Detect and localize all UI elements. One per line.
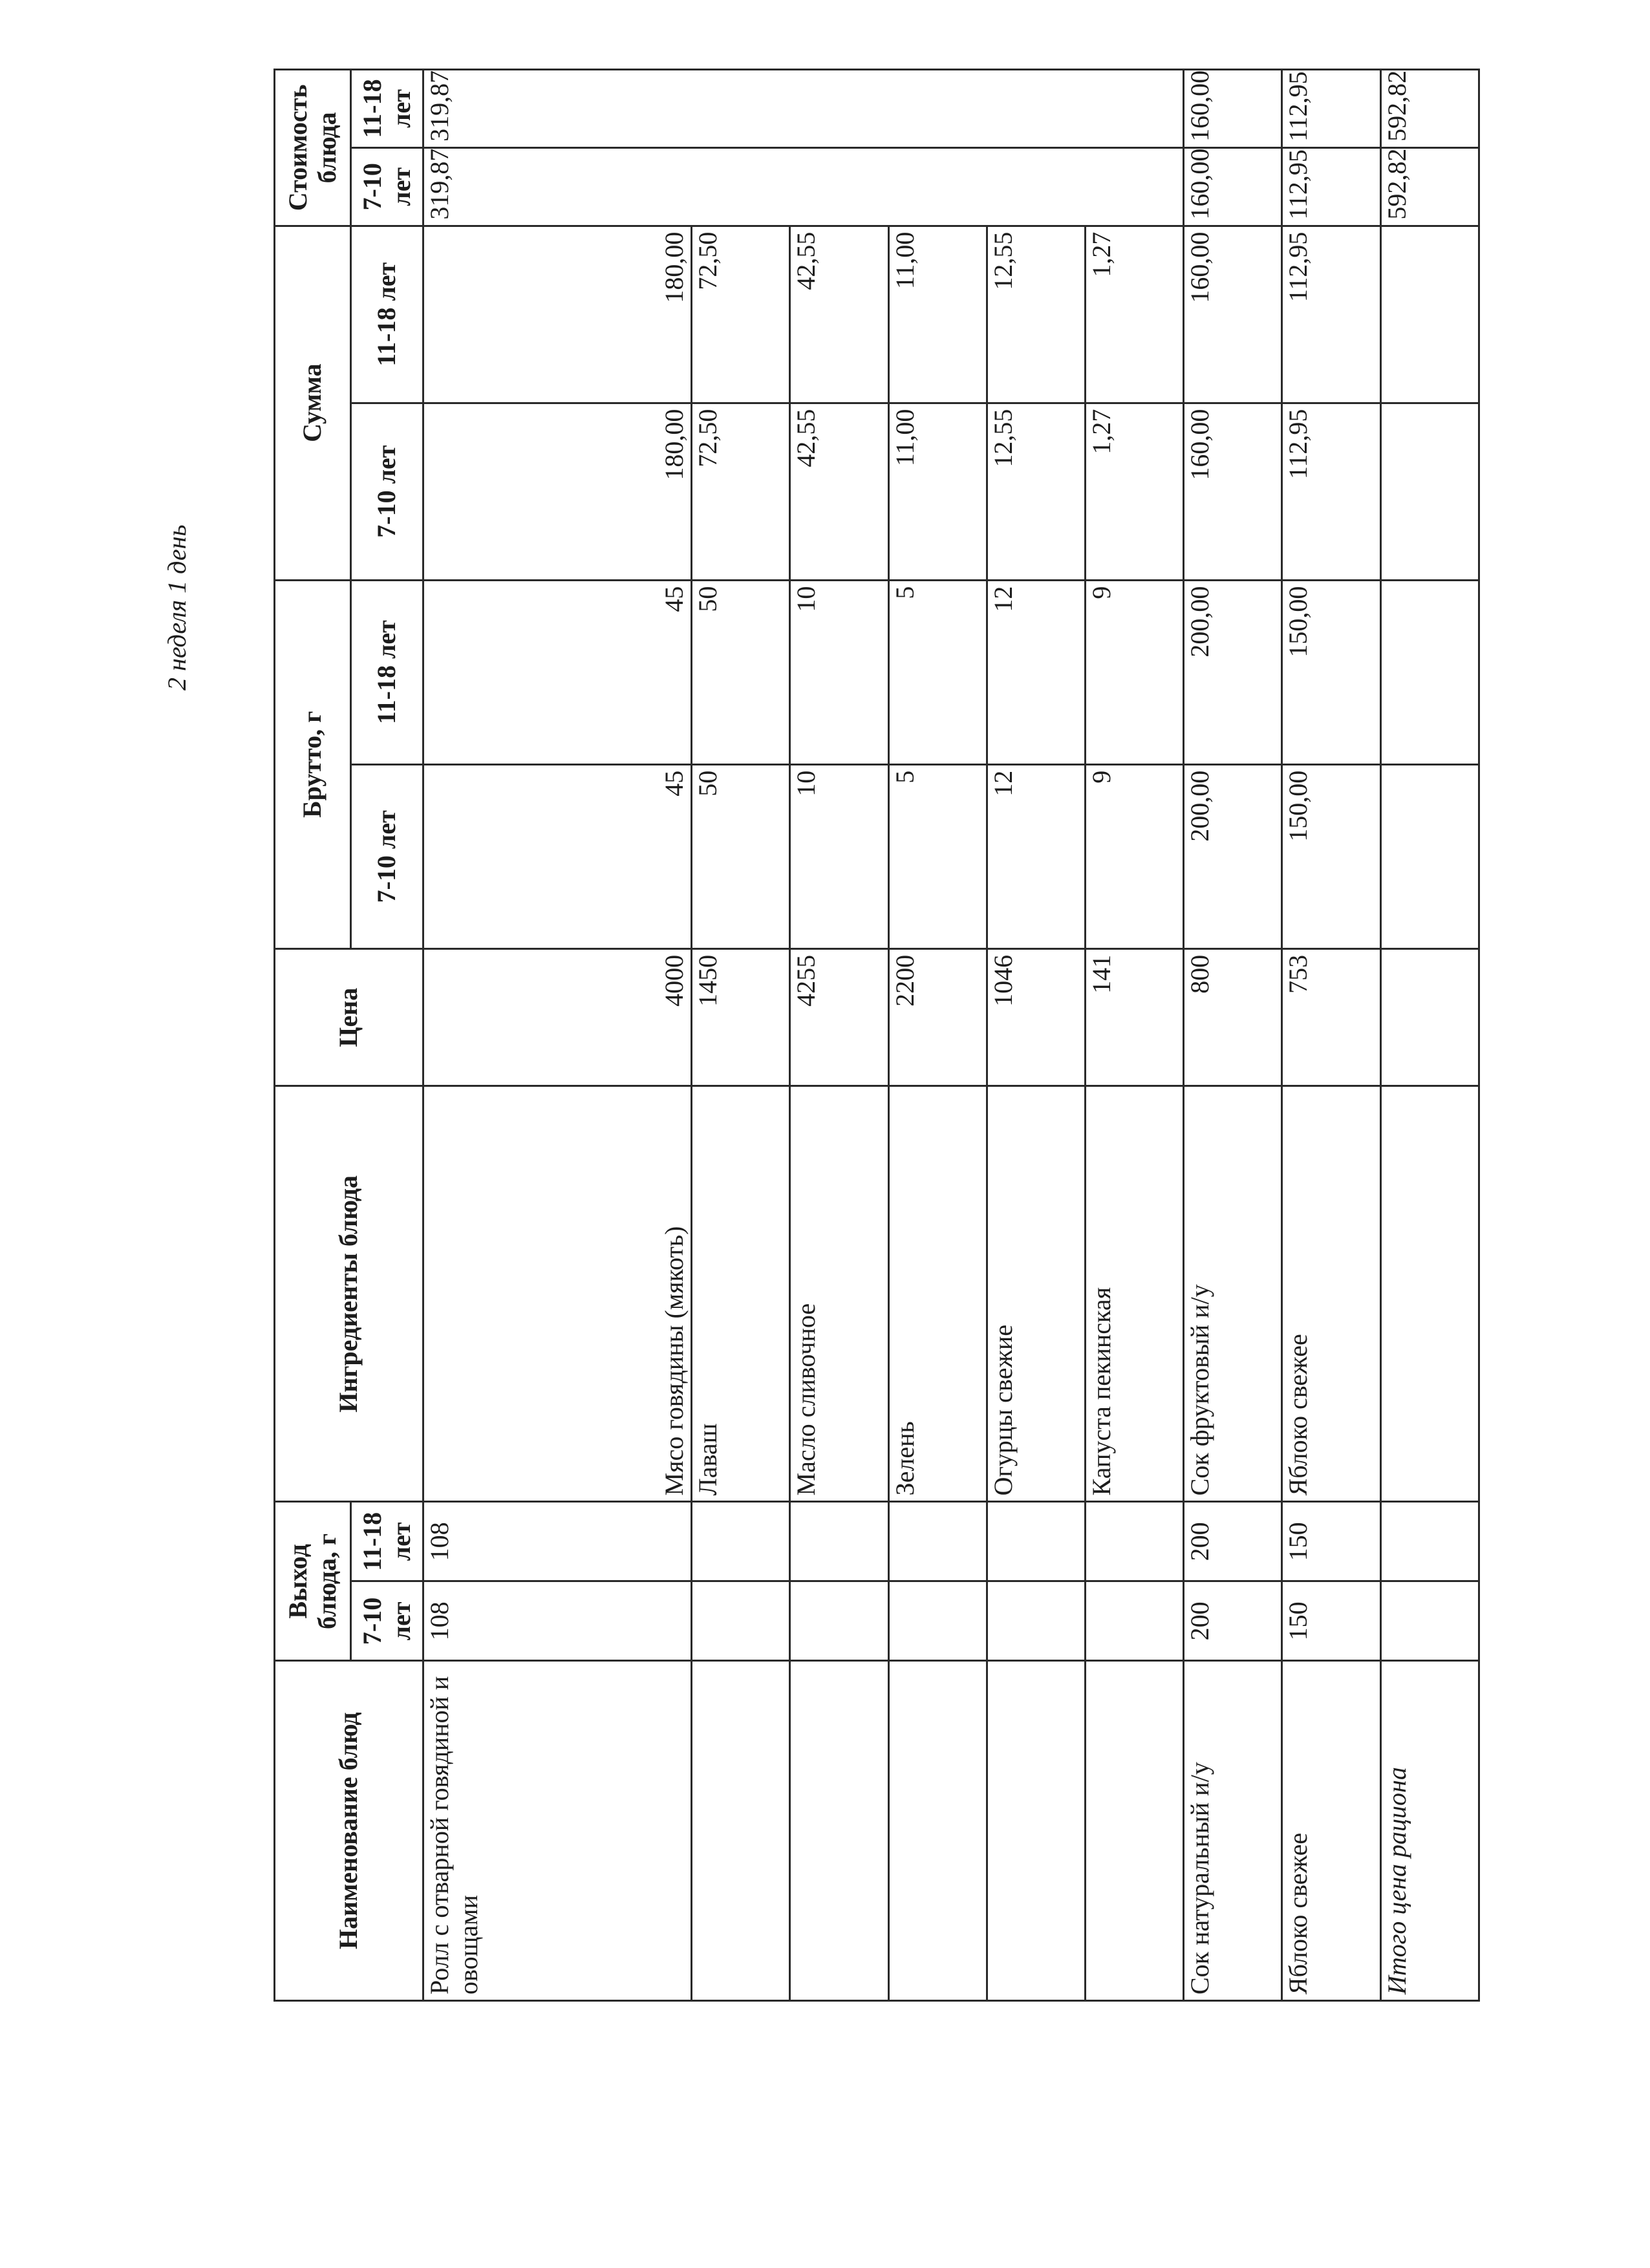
cost-age1: 319,87 — [423, 147, 1184, 226]
header-cost-age2: 11-18 лет — [351, 70, 423, 148]
sum-age1: 112,95 — [1282, 403, 1380, 580]
table-row — [1184, 70, 1282, 2001]
total-row — [1380, 70, 1479, 2001]
dish-name — [888, 1661, 987, 2001]
sum-age2: 112,95 — [1282, 226, 1380, 403]
header-sum-age2: 11-18 лет — [351, 226, 423, 403]
yield-age2: 150 — [1282, 1502, 1380, 1581]
sum-age2: 180,00 — [423, 226, 692, 403]
yield-age1 — [888, 1581, 987, 1661]
sum-age1: 1,27 — [1086, 403, 1184, 580]
empty-cell — [1380, 226, 1479, 403]
empty-cell — [1380, 1502, 1479, 1581]
ingredient-name: Мясо говядины (мякоть) — [423, 1086, 692, 1502]
table-row — [1282, 70, 1380, 2001]
total-cost-age1: 592,82 — [1380, 147, 1479, 226]
yield-age2 — [1086, 1502, 1184, 1581]
price: 1450 — [692, 948, 790, 1086]
yield-age1 — [987, 1581, 1085, 1661]
price: 753 — [1282, 948, 1380, 1086]
header-sum-age1: 7-10 лет — [351, 403, 423, 580]
table-row — [888, 70, 987, 2001]
gross-age2: 50 — [692, 580, 790, 764]
table-row — [790, 70, 888, 2001]
yield-age1: 108 — [423, 1581, 692, 1661]
yield-age1 — [692, 1581, 790, 1661]
table-row — [1086, 70, 1184, 2001]
empty-cell — [1380, 1581, 1479, 1661]
cost-age2: 160,00 — [1184, 70, 1282, 148]
sum-age1: 180,00 — [423, 403, 692, 580]
header-gross-age1: 7-10 лет — [351, 764, 423, 948]
sum-age2: 1,27 — [1086, 226, 1184, 403]
gross-age1: 45 — [423, 764, 692, 948]
sum-age1: 72,50 — [692, 403, 790, 580]
menu-table — [273, 69, 1480, 2002]
gross-age2: 45 — [423, 580, 692, 764]
dish-name: Яблоко свежее — [1282, 1661, 1380, 2001]
yield-age2: 108 — [423, 1502, 692, 1581]
cost-age2: 319,87 — [423, 70, 1184, 148]
header-cost-age1: 7-10 лет — [351, 147, 423, 226]
empty-cell — [1380, 764, 1479, 948]
sum-age1: 160,00 — [1184, 403, 1282, 580]
price: 4255 — [790, 948, 888, 1086]
yield-age2 — [987, 1502, 1085, 1581]
sum-age1: 42,55 — [790, 403, 888, 580]
sum-age2: 12,55 — [987, 226, 1085, 403]
header-yield-age1: 7-10 лет — [351, 1581, 423, 1661]
dish-name: Сок натуральный и/у — [1184, 1661, 1282, 2001]
ingredient-name: Сок фруктовый и/у — [1184, 1086, 1282, 1502]
ingredient-name: Зелень — [888, 1086, 987, 1502]
gross-age2: 200,00 — [1184, 580, 1282, 764]
dish-name — [790, 1661, 888, 2001]
gross-age2: 150,00 — [1282, 580, 1380, 764]
table-row — [692, 70, 790, 2001]
sum-age1: 11,00 — [888, 403, 987, 580]
yield-age1 — [1086, 1581, 1184, 1661]
total-cost-age2: 592,82 — [1380, 70, 1479, 148]
header-dish-name: Наименование блюд — [275, 1661, 423, 2001]
dish-name — [987, 1661, 1085, 2001]
gross-age1: 5 — [888, 764, 987, 948]
total-label: Итого цена рациона — [1380, 1661, 1479, 2001]
yield-age2 — [790, 1502, 888, 1581]
header-gross: Брутто, г — [275, 580, 351, 948]
price: 4000 — [423, 948, 692, 1086]
header-cost: Стоимость блюда — [275, 70, 351, 226]
header-row-1 — [275, 70, 351, 2001]
gross-age2: 9 — [1086, 580, 1184, 764]
gross-age1: 9 — [1086, 764, 1184, 948]
sum-age2: 42,55 — [790, 226, 888, 403]
gross-age1: 150,00 — [1282, 764, 1380, 948]
empty-cell — [1380, 1086, 1479, 1502]
gross-age1: 10 — [790, 764, 888, 948]
gross-age2: 12 — [987, 580, 1085, 764]
ingredient-name: Яблоко свежее — [1282, 1086, 1380, 1502]
yield-age1: 200 — [1184, 1581, 1282, 1661]
gross-age1: 12 — [987, 764, 1085, 948]
ingredient-name: Капуста пекинская — [1086, 1086, 1184, 1502]
gross-age2: 5 — [888, 580, 987, 764]
ingredient-name: Лаваш — [692, 1086, 790, 1502]
header-ingredients: Ингредиенты блюда — [275, 1086, 423, 1502]
price: 1046 — [987, 948, 1085, 1086]
sum-age2: 160,00 — [1184, 226, 1282, 403]
page-caption: 2 неделя 1 день — [162, 524, 191, 690]
ingredient-name: Масло сливочное — [790, 1086, 888, 1502]
sum-age1: 12,55 — [987, 403, 1085, 580]
sum-age2: 72,50 — [692, 226, 790, 403]
header-yield: Выход блюда, г — [275, 1502, 351, 1661]
header-yield-age2: 11-18 лет — [351, 1502, 423, 1581]
header-sum: Сумма — [275, 226, 351, 580]
ingredient-name: Огурцы свежие — [987, 1086, 1085, 1502]
empty-cell — [1380, 580, 1479, 764]
dish-name — [1086, 1661, 1184, 2001]
cost-age1: 112,95 — [1282, 147, 1380, 226]
yield-age1 — [790, 1581, 888, 1661]
gross-age1: 200,00 — [1184, 764, 1282, 948]
header-gross-age2: 11-18 лет — [351, 580, 423, 764]
table-row — [423, 70, 692, 2001]
price: 800 — [1184, 948, 1282, 1086]
header-price: Цена — [275, 948, 423, 1086]
gross-age2: 10 — [790, 580, 888, 764]
cost-age1: 160,00 — [1184, 147, 1282, 226]
dish-name: Ролл с отварной говядиной и овощами — [423, 1661, 692, 2001]
price: 2200 — [888, 948, 987, 1086]
dish-name — [692, 1661, 790, 2001]
price: 141 — [1086, 948, 1184, 1086]
yield-age2: 200 — [1184, 1502, 1282, 1581]
table-row — [987, 70, 1085, 2001]
empty-cell — [1380, 403, 1479, 580]
yield-age1: 150 — [1282, 1581, 1380, 1661]
yield-age2 — [888, 1502, 987, 1581]
empty-cell — [1380, 948, 1479, 1086]
cost-age2: 112,95 — [1282, 70, 1380, 148]
yield-age2 — [692, 1502, 790, 1581]
gross-age1: 50 — [692, 764, 790, 948]
sum-age2: 11,00 — [888, 226, 987, 403]
